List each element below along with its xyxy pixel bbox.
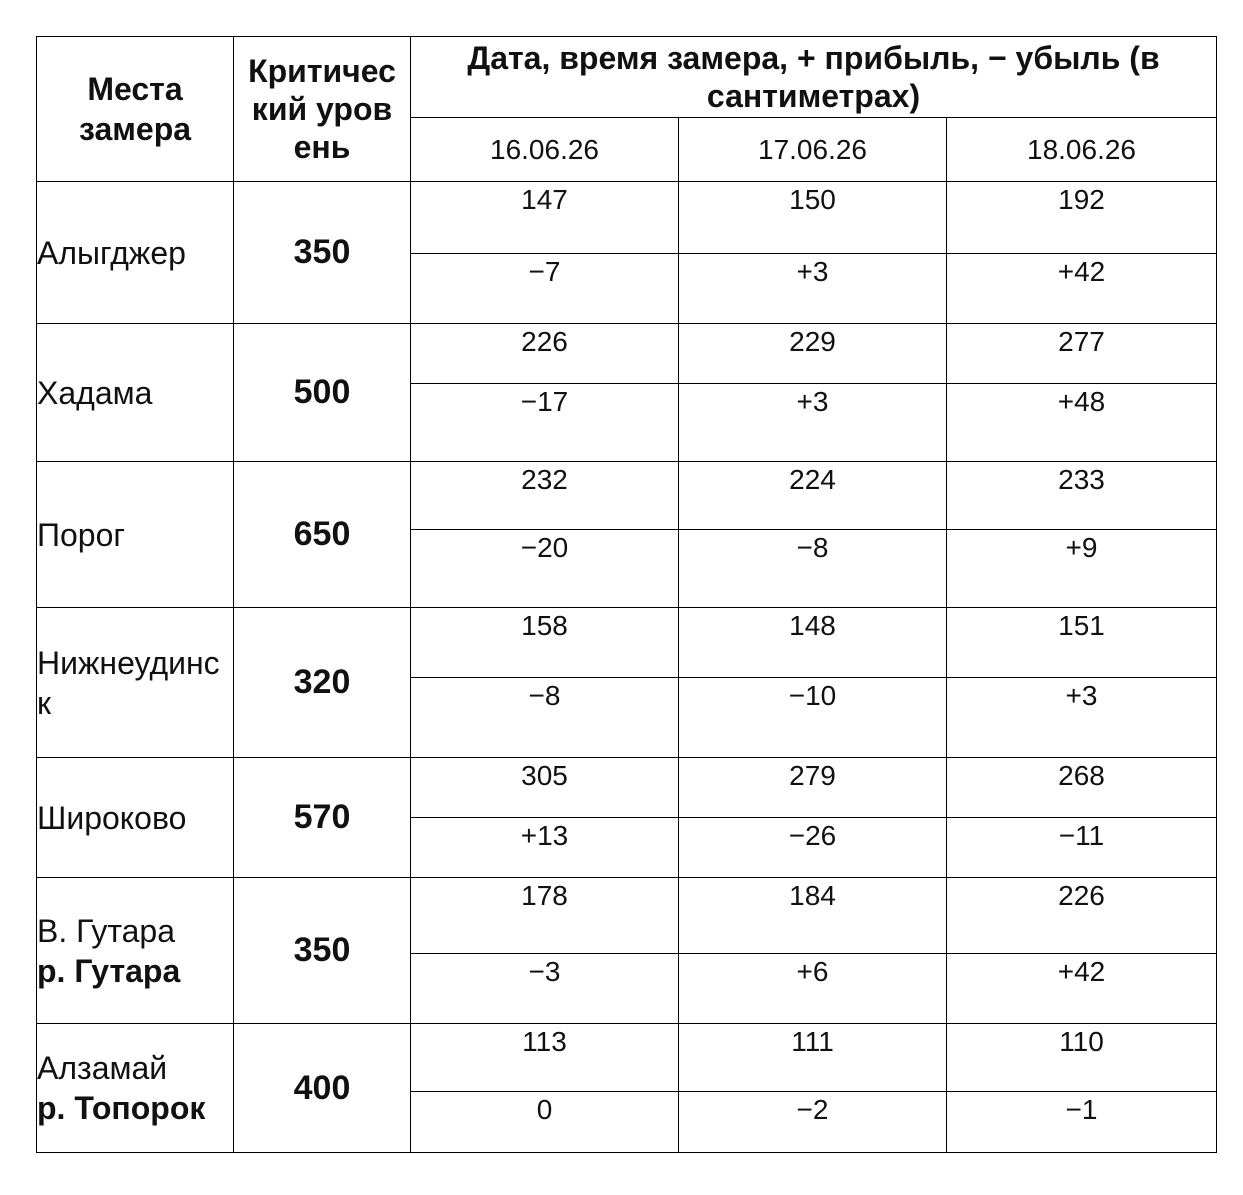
table-row [37, 462, 1217, 530]
place-name: Нижнеудинск [37, 644, 220, 721]
level-change-value: +3 [679, 384, 947, 462]
level-value: 226 [947, 878, 1217, 954]
critical-level-value: 500 [234, 324, 411, 462]
level-value: 277 [947, 324, 1217, 384]
place-name: Хадама [37, 374, 153, 411]
critical-level-value: 650 [234, 462, 411, 608]
level-value: 233 [947, 462, 1217, 530]
measurement-place [37, 608, 234, 758]
measurement-place [37, 758, 234, 878]
critical-level-header: Критический уровень [234, 37, 411, 182]
level-change-value: −3 [411, 954, 679, 1024]
river-name: р. Гутара [37, 952, 181, 989]
level-change-value: +42 [947, 254, 1217, 324]
critical-level-value: 350 [234, 878, 411, 1024]
level-change-value: +42 [947, 954, 1217, 1024]
table-row [37, 182, 1217, 254]
level-value: 151 [947, 608, 1217, 678]
level-change-value: −17 [411, 384, 679, 462]
table-body [37, 182, 1217, 1153]
critical-level-value: 350 [234, 182, 411, 324]
measurement-place [37, 324, 234, 462]
level-value: 158 [411, 608, 679, 678]
place-name: В. Гутара [37, 912, 175, 949]
level-change-value: −10 [679, 678, 947, 758]
critical-level-value: 570 [234, 758, 411, 878]
water-level-table [36, 36, 1217, 1153]
measurement-place [37, 1024, 234, 1153]
level-value: 147 [411, 182, 679, 254]
level-change-value: −8 [679, 530, 947, 608]
level-value: 279 [679, 758, 947, 818]
place-name: Порог [37, 516, 126, 553]
level-value: 111 [679, 1024, 947, 1092]
level-change-value: +9 [947, 530, 1217, 608]
level-value: 113 [411, 1024, 679, 1092]
level-change-value: +3 [947, 678, 1217, 758]
level-value: 150 [679, 182, 947, 254]
table-row [37, 1024, 1217, 1092]
level-value: 226 [411, 324, 679, 384]
table-row [37, 878, 1217, 954]
level-change-value: +13 [411, 818, 679, 878]
level-change-value: −20 [411, 530, 679, 608]
place-name: Алзамай [37, 1050, 168, 1086]
measure-header: Дата, время замера, + прибыль, − убыль (в сантиметрах) [411, 37, 1217, 118]
level-value: 148 [679, 608, 947, 678]
critical-level-value: 320 [234, 608, 411, 758]
table-row [37, 608, 1217, 678]
measurement-place [37, 462, 234, 608]
level-change-value: −2 [679, 1092, 947, 1153]
level-value: 178 [411, 878, 679, 954]
level-value: 232 [411, 462, 679, 530]
critical-level-value: 400 [234, 1024, 411, 1153]
level-value: 224 [679, 462, 947, 530]
level-change-value: +3 [679, 254, 947, 324]
table-row [37, 324, 1217, 384]
level-change-value: 0 [411, 1092, 679, 1153]
level-change-value: −26 [679, 818, 947, 878]
date-header: 16.06.26 [411, 118, 679, 182]
date-header: 17.06.26 [679, 118, 947, 182]
level-change-value: +6 [679, 954, 947, 1024]
measurement-place [37, 878, 234, 1024]
place-name: Широково [37, 799, 187, 836]
place-header: Места замера [37, 37, 234, 182]
level-value: 192 [947, 182, 1217, 254]
level-value: 268 [947, 758, 1217, 818]
river-name: р. Топорок [37, 1090, 206, 1126]
table-row [37, 758, 1217, 818]
level-change-value: −1 [947, 1092, 1217, 1153]
level-value: 184 [679, 878, 947, 954]
level-value: 110 [947, 1024, 1217, 1092]
level-change-value: −8 [411, 678, 679, 758]
level-change-value: −7 [411, 254, 679, 324]
measurement-place [37, 182, 234, 324]
level-value: 229 [679, 324, 947, 384]
level-value: 305 [411, 758, 679, 818]
level-change-value: −11 [947, 818, 1217, 878]
place-name: Алыгджер [37, 234, 186, 271]
date-header: 18.06.26 [947, 118, 1217, 182]
level-change-value: +48 [947, 384, 1217, 462]
